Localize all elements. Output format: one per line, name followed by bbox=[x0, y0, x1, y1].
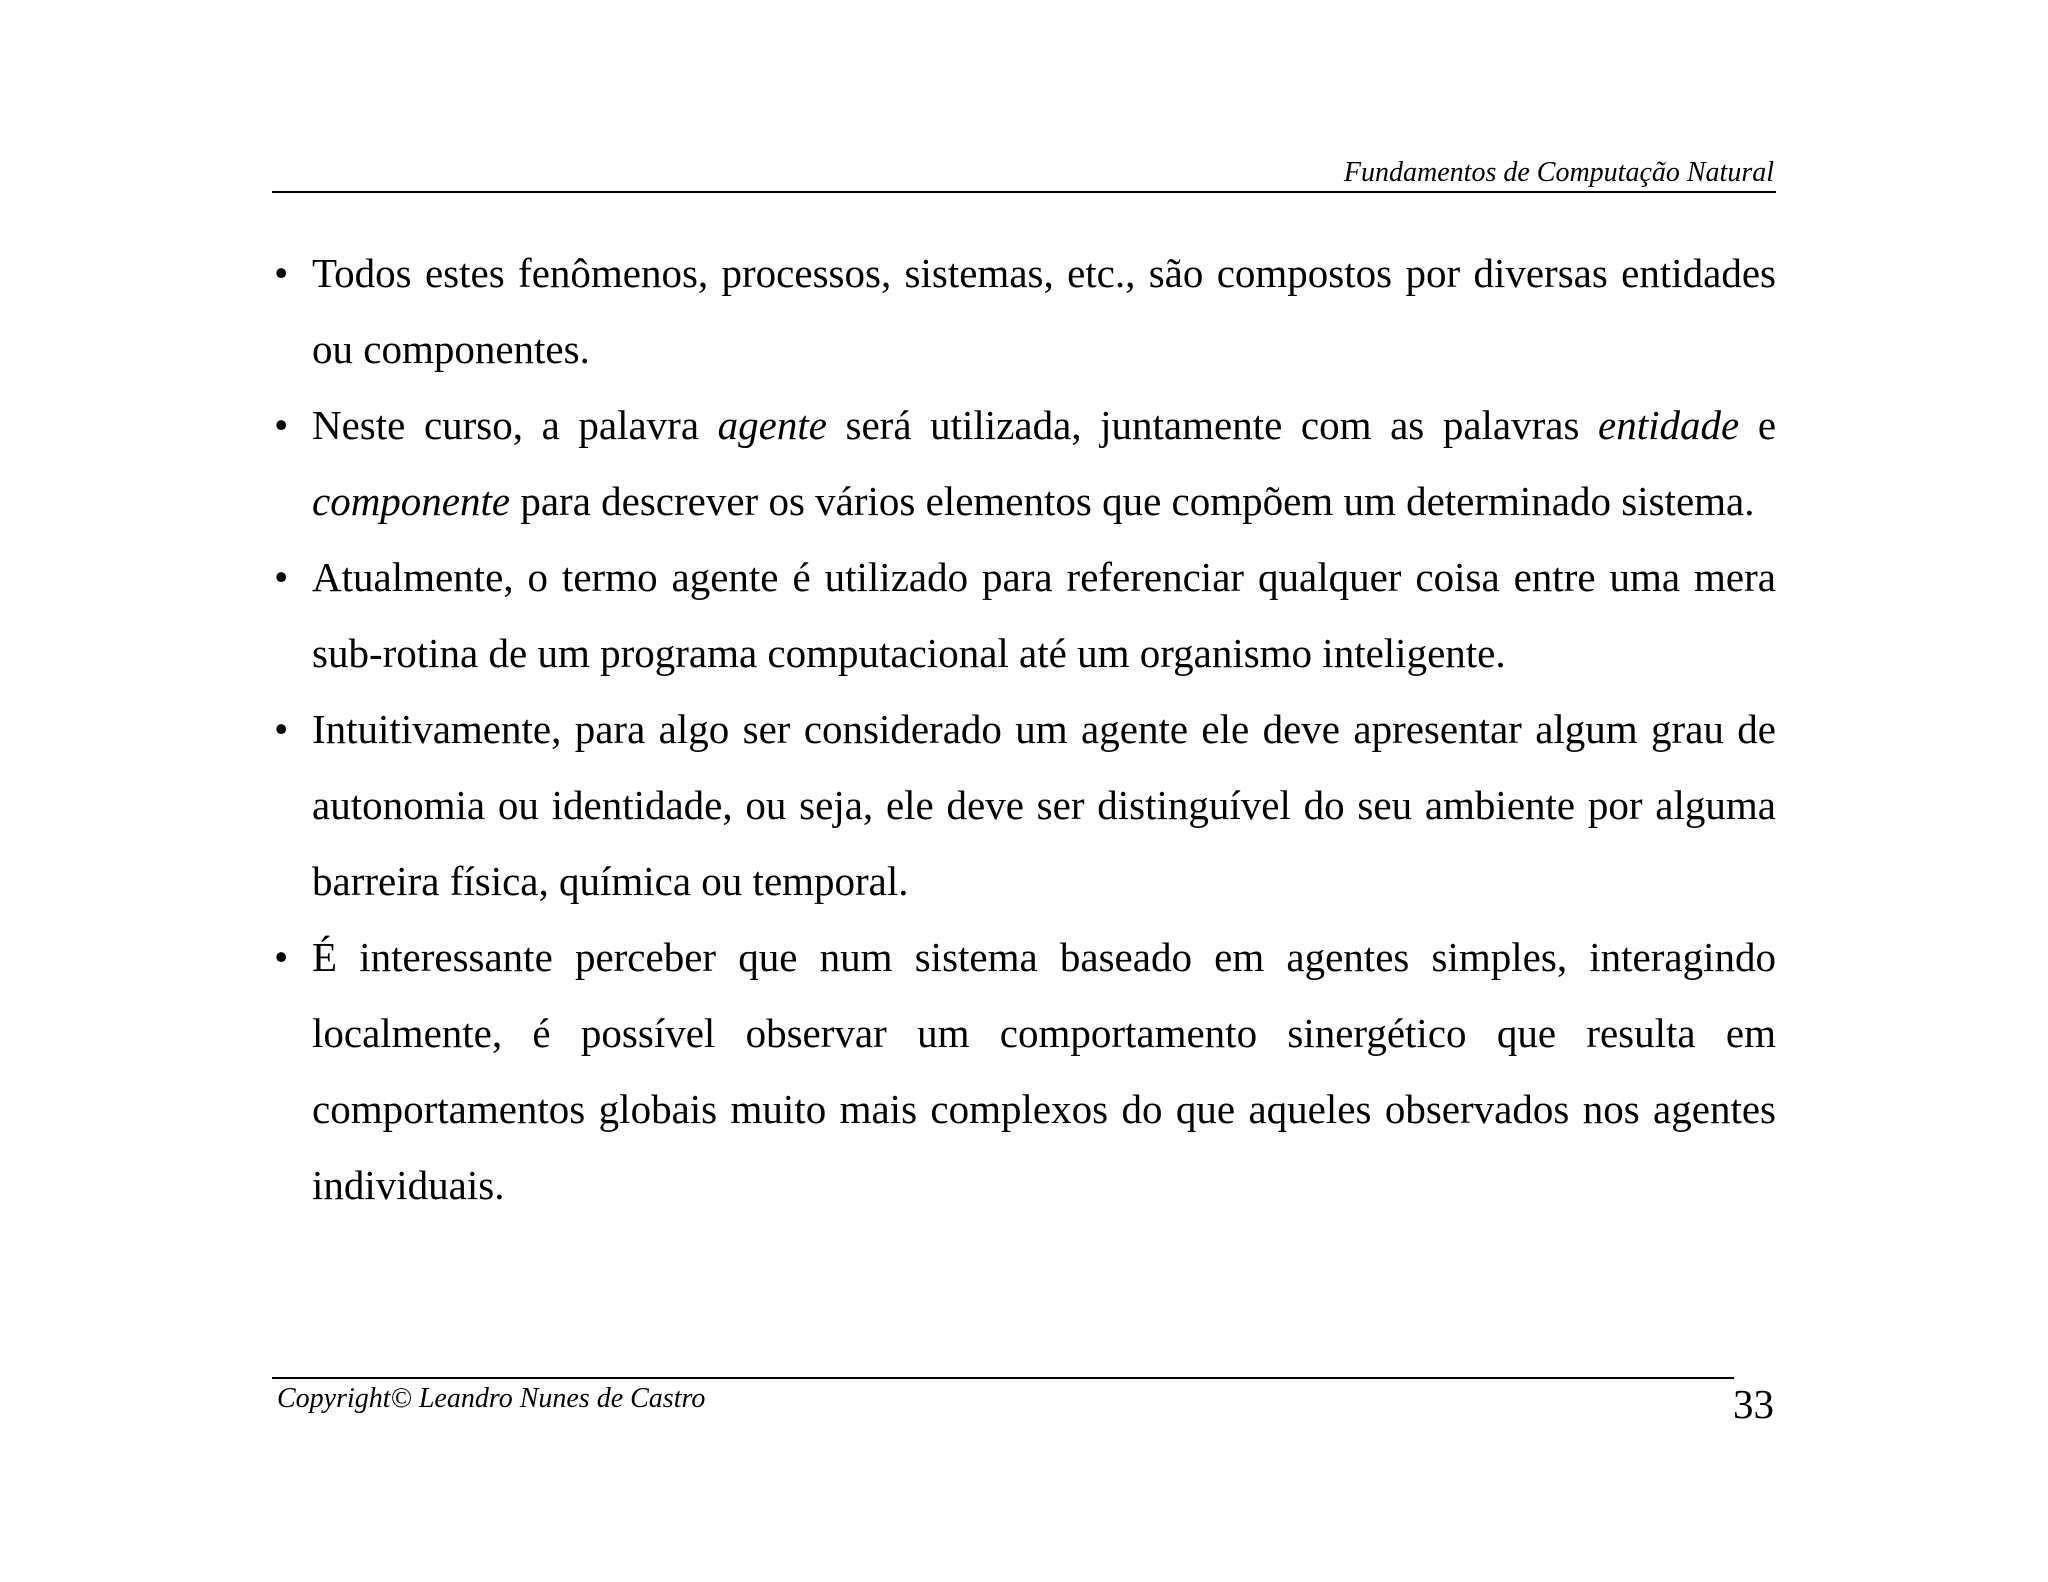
bullet-icon: • bbox=[274, 402, 289, 448]
bullet-text bbox=[312, 554, 1776, 676]
bullet-text bbox=[312, 706, 1776, 904]
emphasized-term: componente bbox=[312, 478, 511, 524]
bullet-segment: É interessante perceber que num sistema baseado em agentes simples, interagindo localmente, é possível observar um comportamento sinergético que resulta em comportamentos globais muito mais complexos do que aqueles observados nos agentes individuais. bbox=[312, 934, 1776, 1208]
bullet-segment: será utilizada, juntamente com as palavras bbox=[826, 402, 1599, 448]
page-number: 33 bbox=[1733, 1381, 1774, 1427]
bullet-segment: Atualmente, o termo agente é utilizado para referenciar qualquer coisa entre uma mera sub-rotina de um programa computacional até um organismo inteligente. bbox=[312, 554, 1776, 676]
bullet-list bbox=[272, 235, 1776, 1223]
header-divider bbox=[272, 191, 1776, 193]
footer-divider bbox=[272, 1377, 1734, 1379]
bullet-segment: Todos estes fenômenos, processos, sistemas, etc., são compostos por diversas entidades ou componentes. bbox=[312, 250, 1776, 372]
bullet-icon: • bbox=[274, 706, 289, 752]
bullet-item bbox=[272, 919, 1776, 1223]
bullet-segment: para descrever os vários elementos que compõem um determinado sistema. bbox=[510, 478, 1755, 524]
bullet-text bbox=[312, 934, 1776, 1208]
bullet-segment: Intuitivamente, para algo ser considerado um agente ele deve apresentar algum grau de autonomia ou identidade, ou seja, ele deve ser distinguível do seu ambiente por alguma barreira física, química ou temporal. bbox=[312, 706, 1776, 904]
bullet-item bbox=[272, 235, 1776, 387]
emphasized-term: entidade bbox=[1598, 402, 1740, 448]
bullet-segment: e bbox=[1739, 402, 1777, 448]
bullet-segment: Neste curso, a palavra bbox=[312, 402, 718, 448]
bullet-text bbox=[312, 402, 1776, 524]
bullet-icon: • bbox=[274, 934, 289, 980]
bullet-item bbox=[272, 387, 1776, 539]
bullet-icon: • bbox=[274, 250, 289, 296]
bullet-item bbox=[272, 539, 1776, 691]
bullet-text bbox=[312, 250, 1776, 372]
header-title: Fundamentos de Computação Natural bbox=[1343, 157, 1774, 188]
footer-copyright: Copyright© Leandro Nunes de Castro bbox=[277, 1383, 706, 1414]
bullet-icon: • bbox=[274, 554, 289, 600]
bullet-item bbox=[272, 691, 1776, 919]
emphasized-term: agente bbox=[717, 402, 827, 448]
